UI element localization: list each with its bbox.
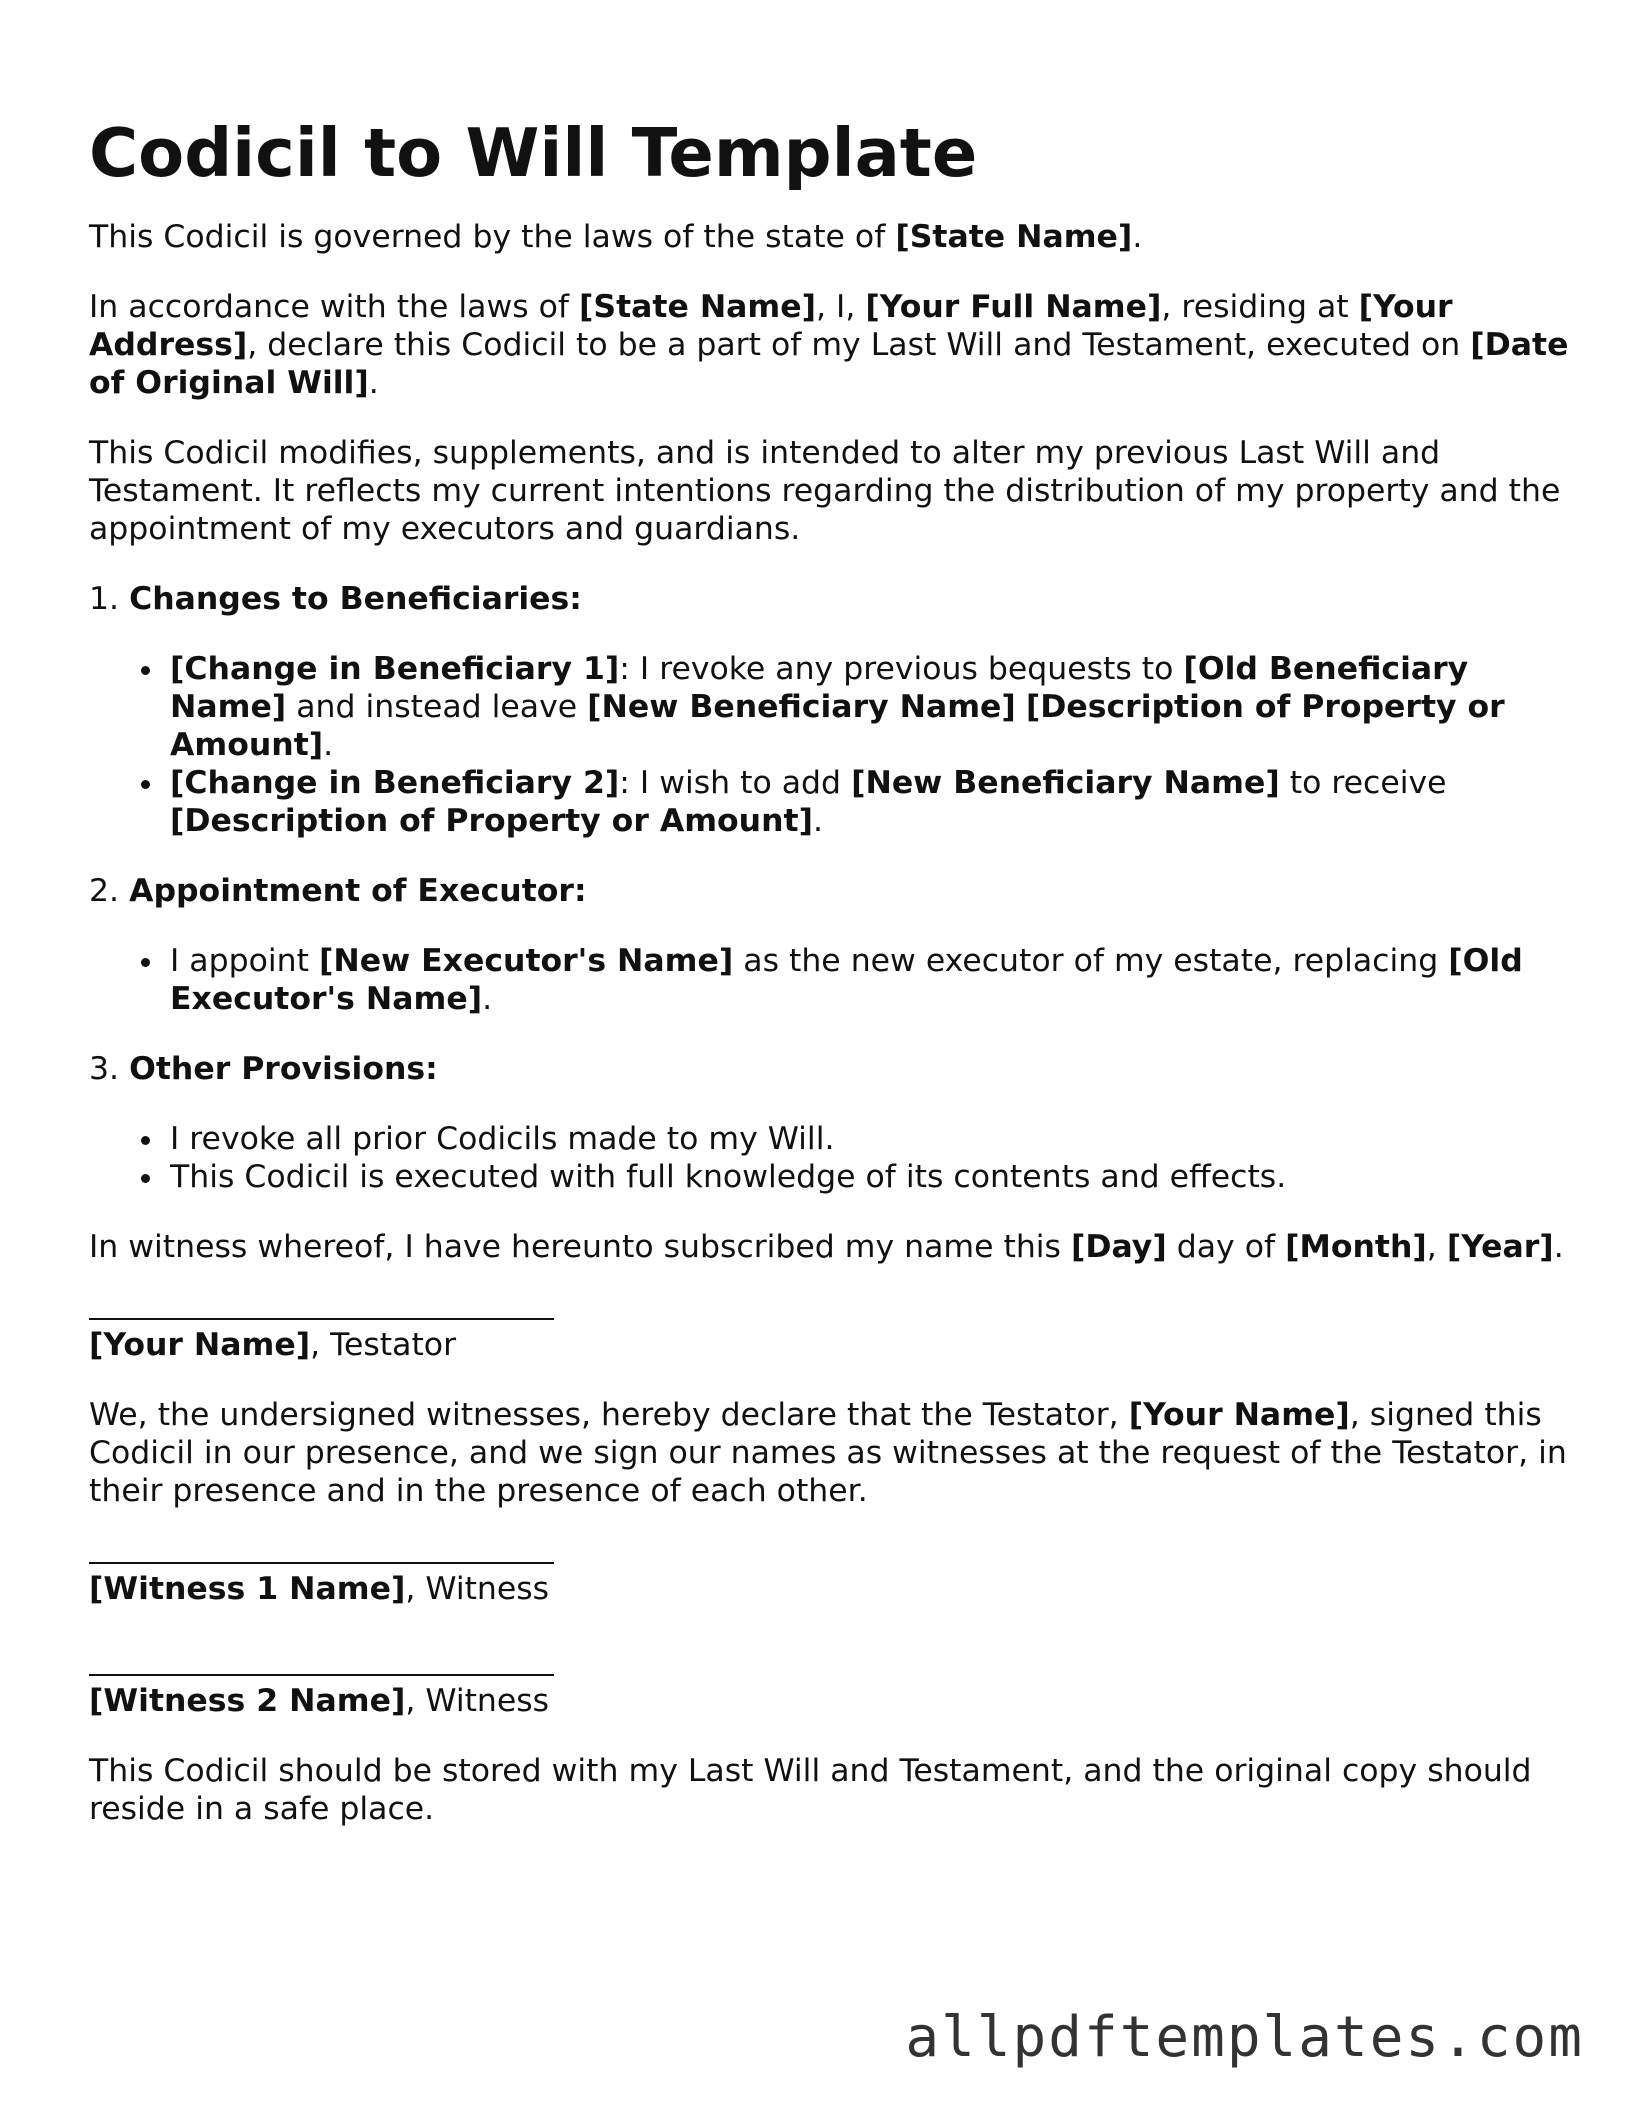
storage-note-paragraph: This Codicil should be stored with my Last Will and Testament, and the original copy should reside in a safe place. (89, 1753, 1532, 1827)
testator-signature-block (89, 1318, 1569, 1364)
witness-clause-paragraph: In witness whereof, I have hereunto subscribed my name this [Day] day of [Month], [Year]. (89, 1229, 1564, 1265)
signature-caption: [Witness 2 Name], Witness (89, 1683, 550, 1719)
section-heading-other: 3. Other Provisions: (89, 1051, 438, 1087)
declaration-paragraph: In accordance with the laws of [State Name], I, [Your Full Name], residing at [Your Address], declare this Codicil to be a part of my Last Will and Testament, executed on [Date of Original Will]. (89, 289, 1569, 401)
signature-line[interactable] (89, 1318, 554, 1320)
state-placeholder: [State Name] (579, 289, 817, 325)
page-title: Codicil to Will Template (89, 114, 978, 192)
witness2-signature-block (89, 1674, 1569, 1720)
signature-caption: [Your Name], Testator (89, 1327, 457, 1363)
document-page (89, 108, 1569, 1860)
signature-line[interactable] (89, 1674, 554, 1676)
governing-law-paragraph: This Codicil is governed by the laws of the state of [State Name]. (89, 219, 1143, 255)
original-will-date-placeholder: [Date of Original Will] (89, 327, 1569, 401)
state-placeholder: [State Name] (895, 219, 1133, 255)
signature-caption: [Witness 1 Name], Witness (89, 1571, 550, 1607)
list-item: I appoint [New Executor's Name] as the new executor of my estate, replacing [Old Executor's Name]. (170, 942, 1569, 1018)
witness1-signature-block (89, 1562, 1569, 1608)
beneficiaries-list (89, 650, 1569, 840)
signature-line[interactable] (89, 1562, 554, 1564)
executor-list (89, 942, 1569, 1018)
list-item: This Codicil is executed with full knowledge of its contents and effects. (170, 1158, 1569, 1196)
other-provisions-list (89, 1120, 1569, 1196)
list-item: I revoke all prior Codicils made to my Will. (170, 1120, 1569, 1158)
full-name-placeholder: [Your Full Name] (865, 289, 1162, 325)
section-heading-executor: 2. Appointment of Executor: (89, 873, 587, 909)
address-placeholder: [Your Address] (89, 289, 1453, 363)
list-item: [Change in Beneficiary 1]: I revoke any previous bequests to [Old Beneficiary Name] and instead leave [New Beneficiary Name] [Description of Property or Amount]. (170, 650, 1569, 764)
list-item: [Change in Beneficiary 2]: I wish to add [New Beneficiary Name] to receive [Description of Property or Amount]. (170, 764, 1569, 840)
attestation-paragraph: We, the undersigned witnesses, hereby declare that the Testator, [Your Name], signed this Codicil in our presence, and we sign our names as witnesses at the request of the Testator, in their presence and in the presence of each other. (89, 1397, 1567, 1509)
section-heading-beneficiaries: 1. Changes to Beneficiaries: (89, 581, 582, 617)
purpose-paragraph: This Codicil modifies, supplements, and is intended to alter my previous Last Will and Testament. It reflects my current intentions regarding the distribution of my property and the appointment of my executors and guardians. (89, 435, 1561, 547)
site-watermark: allpdftemplates.com (905, 2005, 1584, 2070)
